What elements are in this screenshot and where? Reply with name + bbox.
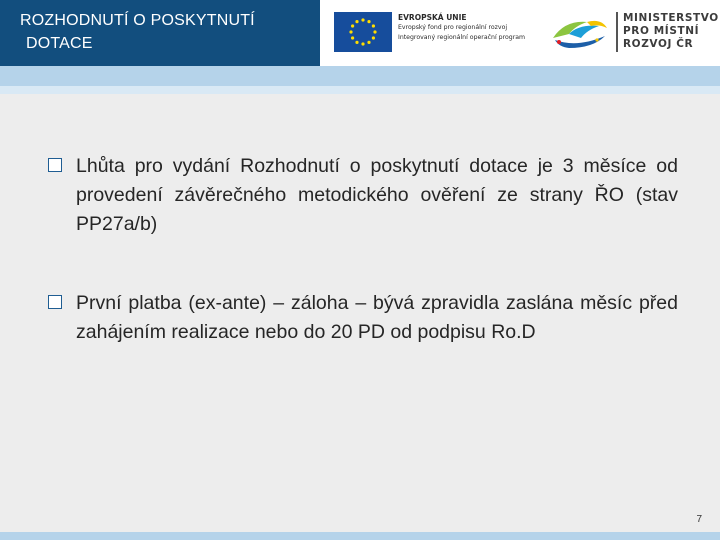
header-accent-band-pale xyxy=(0,86,720,94)
bullet-text: První platba (ex-ante) – záloha – bývá zpravidla zaslána měsíc před zahájením realizace nebo do 20 PD od podpisu Ro.D xyxy=(76,292,678,343)
checkbox-bullet-icon xyxy=(48,295,62,309)
bullet-item xyxy=(48,289,678,347)
slide-title-line-1: ROZHODNUTÍ O POSKYTNUTÍ xyxy=(20,12,255,29)
mmr-separator xyxy=(616,12,618,52)
mmr-line-3: ROZVOJ ČR xyxy=(623,38,694,50)
bullet-item xyxy=(48,152,678,239)
title-block xyxy=(0,0,320,66)
eu-logo-text xyxy=(398,13,548,43)
bullet-text: Lhůta pro vydání Rozhodnutí o poskytnutí dotace je 3 měsíce od provedení závěrečného metodického ověření ze strany ŘO (stav PP27a/b) xyxy=(76,155,678,235)
eu-flag-icon xyxy=(334,12,392,52)
checkbox-bullet-icon xyxy=(48,158,62,172)
header xyxy=(0,0,720,66)
eu-line-1: Evropský fond pro regionální rozvoj xyxy=(398,24,508,31)
eu-heading: EVROPSKÁ UNIE xyxy=(398,13,467,22)
footer-accent-band xyxy=(0,532,720,540)
slide-content xyxy=(0,94,720,532)
mmr-line-1: MINISTERSTVO xyxy=(623,12,719,24)
mmr-line-2: PRO MÍSTNÍ xyxy=(623,25,700,37)
mmr-logo-icon xyxy=(547,14,611,50)
page-number: 7 xyxy=(696,514,702,525)
eu-line-2: Integrovaný regionální operační program xyxy=(398,34,526,41)
slide-title-line-2: DOTACE xyxy=(26,35,93,52)
mmr-logo-text xyxy=(623,12,719,51)
